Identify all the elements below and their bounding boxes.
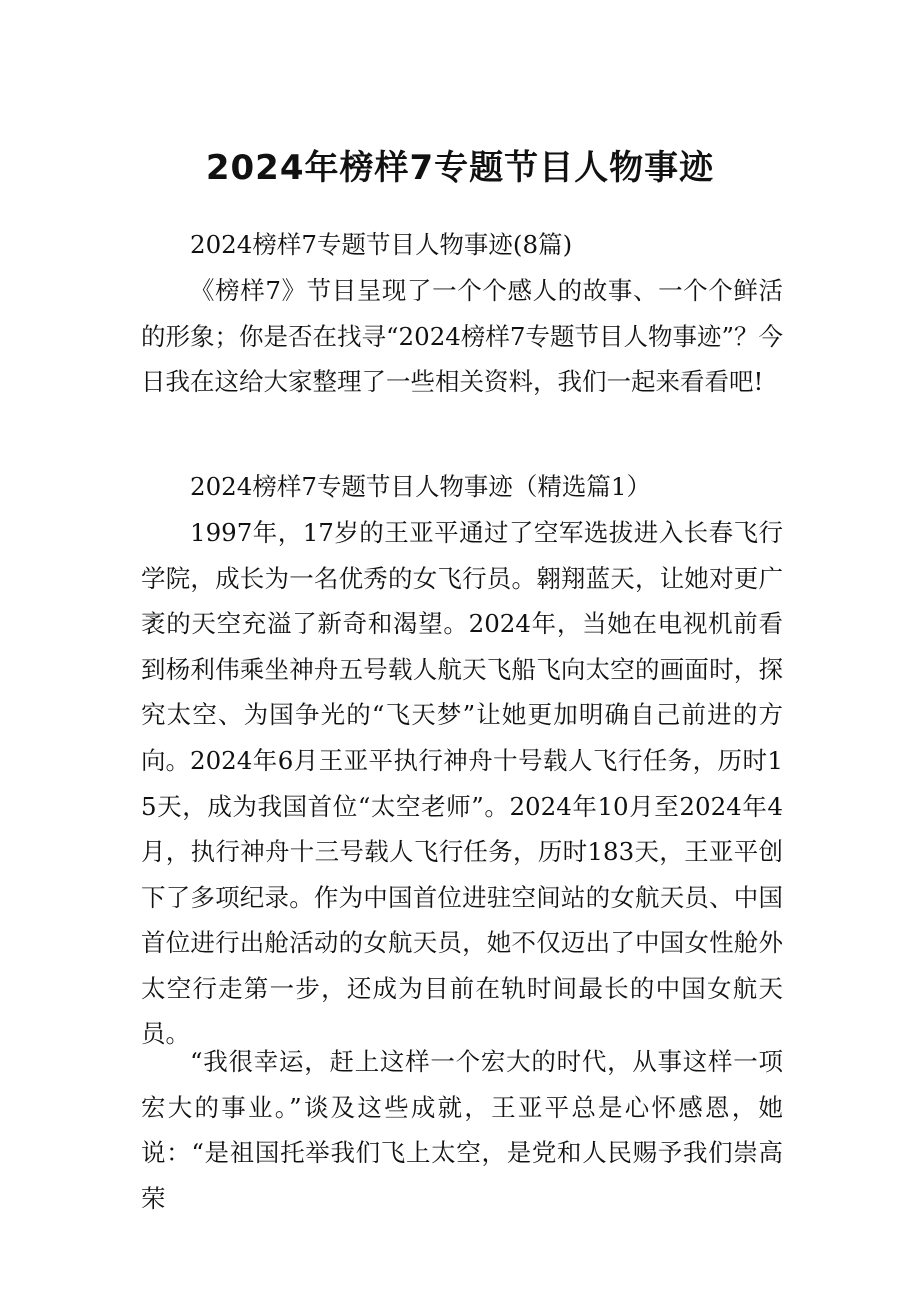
body-paragraph: 2024年6月王亚平执行神舟十号载人飞行任务，历时15天，成为我国首位“太空老师”。2024年10月至2024年4月，执行神舟十三号载人飞行任务，历时183天，王亚平创下了多项纪录。作为中国首位进驻空间站的女航天员、中国首位进行出舱活动的女航天员，她不仅迈出了中国女性舱外太空行走第一步，还成为目前在轨时间最长的中国女航天员。 [141, 746, 783, 1048]
document-subtitle: 2024榜样7专题节目人物事迹(8篇) [190, 230, 573, 259]
section-heading: 2024榜样7专题节目人物事迹（精选篇1） [190, 472, 652, 501]
body-paragraph: 1997年，17岁的王亚平通过了空军选拔进入长春飞行学院，成长为一名优秀的女飞行员。翱翔蓝天，让她对更广袤的天空充溢了新奇和渴望。2024年，当她在电视机前看到杨利伟乘坐神舟五号载人航天飞船飞向太空的画面时，探究太空、为国争光的“飞天梦”让她更加明确自己前进的方向。 [141, 518, 783, 775]
document-title: 2024年榜样7专题节目人物事迹 [205, 148, 715, 188]
body-paragraph: “我很幸运，赶上这样一个宏大的时代，从事这样一项宏大的事业。”谈及这些成就，王亚平总是心怀感恩，她说：“是祖国托举我们飞上太空，是党和人民赐予我们崇高荣 [141, 1047, 783, 1213]
intro-paragraph: 《榜样7》节目呈现了一个个感人的故事、一个个鲜活的形象；你是否在找寻“2024榜样7专题节目人物事迹”？今日我在这给大家整理了一些相关资料，我们一起来看看吧! [141, 276, 783, 396]
